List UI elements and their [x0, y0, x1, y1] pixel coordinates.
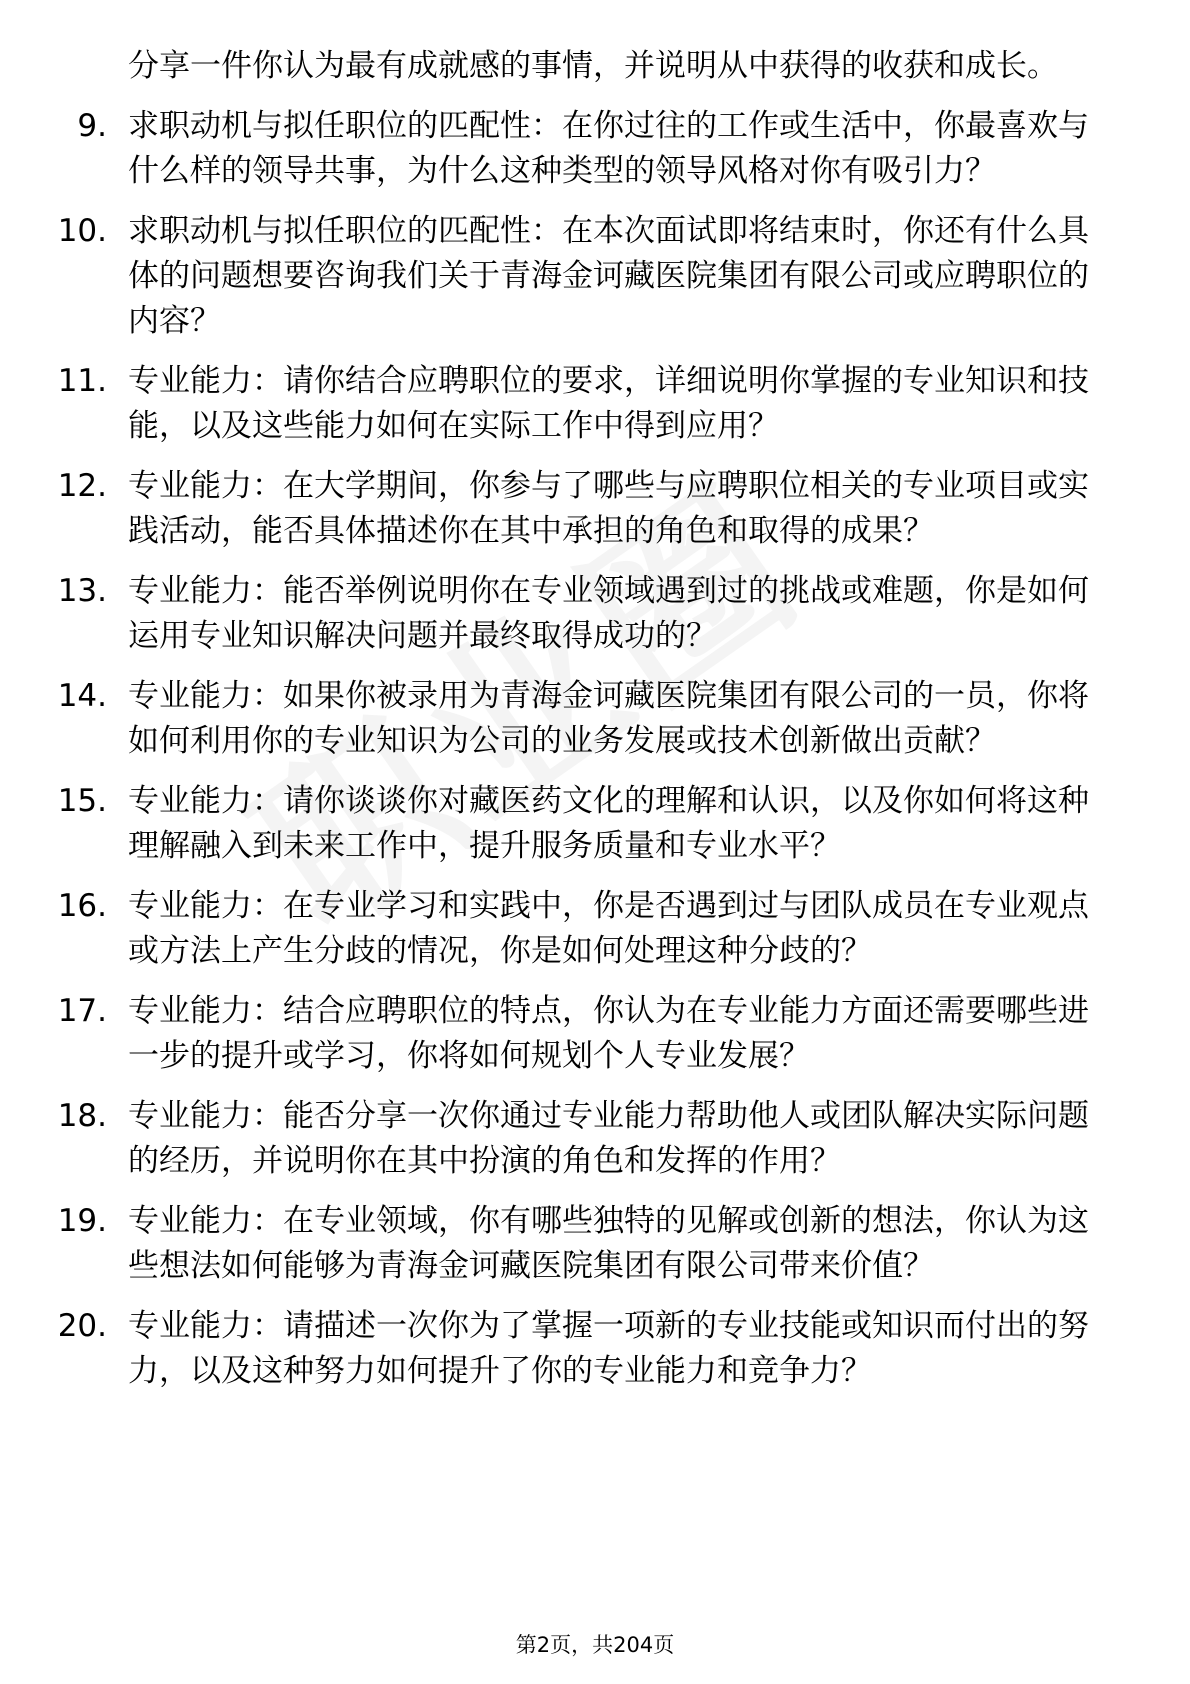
question-text: 专业能力：结合应聘职位的特点，你认为在专业能力方面还需要哪些进一步的提升或学习，你将如何规划个人专业发展？: [128, 993, 1089, 1074]
question-item: [0, 989, 1190, 1079]
question-item: [0, 674, 1190, 764]
page-footer: [0, 1630, 1190, 1660]
question-number: 20.: [57, 1308, 107, 1344]
question-item: [0, 779, 1190, 869]
question-number: 19.: [57, 1203, 107, 1239]
question-item: [0, 464, 1190, 554]
question-number: 13.: [57, 573, 107, 609]
question-text: 专业能力：在大学期间，你参与了哪些与应聘职位相关的专业项目或实践活动，能否具体描述你在其中承担的角色和取得的成果？: [128, 468, 1089, 549]
question-item: [0, 359, 1190, 449]
question-text: 专业能力：请描述一次你为了掌握一项新的专业技能或知识而付出的努力，以及这种努力如何提升了你的专业能力和竞争力？: [128, 1308, 1089, 1389]
question-number: 14.: [57, 678, 107, 714]
question-text: 专业能力：能否分享一次你通过专业能力帮助他人或团队解决实际问题的经历，并说明你在其中扮演的角色和发挥的作用？: [128, 1098, 1089, 1179]
question-continuation: [0, 44, 1190, 89]
question-text: 专业能力：能否举例说明你在专业领域遇到过的挑战或难题，你是如何运用专业知识解决问题并最终取得成功的？: [128, 573, 1089, 654]
question-number: 17.: [57, 993, 107, 1029]
question-list: [0, 44, 1190, 1409]
question-item: [0, 569, 1190, 659]
question-item: [0, 1304, 1190, 1394]
question-item: [0, 1199, 1190, 1289]
question-number: 10.: [57, 213, 107, 249]
question-text: 专业能力：请你谈谈你对藏医药文化的理解和认识，以及你如何将这种理解融入到未来工作中，提升服务质量和专业水平？: [128, 783, 1089, 864]
question-text: 求职动机与拟任职位的匹配性：在你过往的工作或生活中，你最喜欢与什么样的领导共事，为什么这种类型的领导风格对你有吸引力？: [128, 108, 1089, 189]
page-number: 第2页，共204页: [515, 1633, 675, 1657]
question-text: 专业能力：在专业学习和实践中，你是否遇到过与团队成员在专业观点或方法上产生分歧的情况，你是如何处理这种分歧的？: [128, 888, 1089, 969]
question-text: 专业能力：如果你被录用为青海金诃藏医院集团有限公司的一员，你将如何利用你的专业知识为公司的业务发展或技术创新做出贡献？: [128, 678, 1089, 759]
question-number: 9.: [77, 108, 107, 144]
question-item: [0, 209, 1190, 344]
question-number: 18.: [57, 1098, 107, 1134]
question-number: 11.: [57, 363, 107, 399]
question-text: 专业能力：请你结合应聘职位的要求，详细说明你掌握的专业知识和技能，以及这些能力如何在实际工作中得到应用？: [128, 363, 1089, 444]
question-item: [0, 884, 1190, 974]
question-number: 15.: [57, 783, 107, 819]
question-number: 12.: [57, 468, 107, 504]
question-text: 求职动机与拟任职位的匹配性：在本次面试即将结束时，你还有什么具体的问题想要咨询我们关于青海金诃藏医院集团有限公司或应聘职位的内容？: [128, 213, 1089, 339]
question-item: [0, 1094, 1190, 1184]
question-item: [0, 104, 1190, 194]
question-number: 16.: [57, 888, 107, 924]
question-text: 分享一件你认为最有成就感的事情，并说明从中获得的收获和成长。: [128, 48, 1058, 84]
question-text: 专业能力：在专业领域，你有哪些独特的见解或创新的想法，你认为这些想法如何能够为青海金诃藏医院集团有限公司带来价值？: [128, 1203, 1089, 1284]
